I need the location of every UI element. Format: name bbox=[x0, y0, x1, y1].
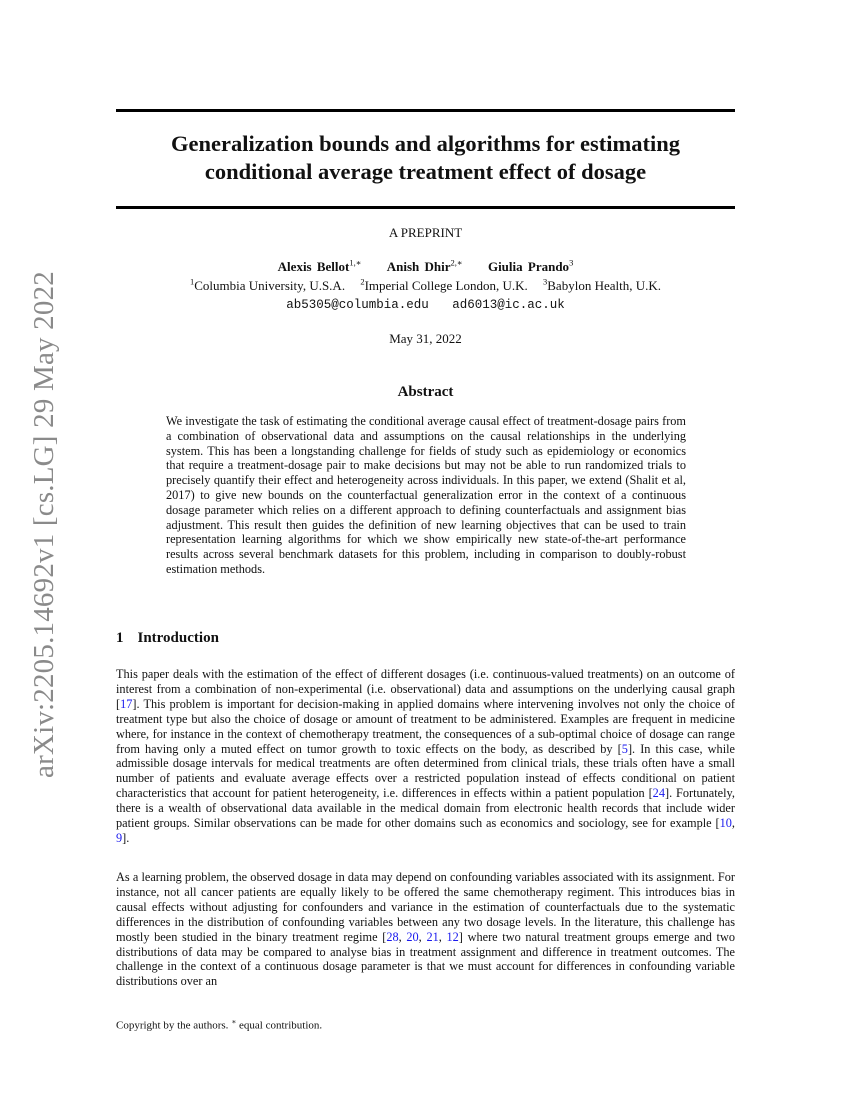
paragraph-text: , bbox=[438, 929, 447, 944]
paragraph-text: . Fortunately, there is a wealth of observational data available in the medical domain from electronic health records that include wider patient groups. Similar observations can be made for other domains such as economics and sociology, see for example bbox=[116, 786, 735, 831]
affiliation: $^3$Babylon Health, U.K. bbox=[543, 277, 661, 294]
citation-link[interactable]: 12 bbox=[446, 929, 459, 944]
preprint-label: A PREPRINT bbox=[388, 225, 463, 240]
affiliation-list bbox=[116, 277, 735, 294]
email-link[interactable]: ab5305@columbia.edu bbox=[286, 298, 429, 312]
affiliation: $^1$Columbia University, U.S.A. bbox=[190, 277, 346, 294]
paragraph-text: . This problem is important for decision-making in applied domains where intervening involves not only the choice of treatment type but also the choice of dosage or amount of treatment to be administered. Examples are frequent in medicine where, for instance in the context of chemotherapy treatment, the consequences of a sub-optimal choice of dosage can range from having only a muted effect on tumor growth to toxic effects on the body, as described by bbox=[116, 696, 735, 756]
footnote: Copyright by the authors. ∗ equal contribution. bbox=[116, 1017, 323, 1032]
author: Alexis Bellot$^{1,∗}$ bbox=[277, 258, 362, 275]
paragraph-text: where two natural treatment groups emerge and two distributions of data may be compared to analyse bias in treatment assignment and difference in treatment outcomes. The challenge in the context of a continuous dosage parameter is that we must account for differences in confounding variable distributions over an bbox=[116, 929, 736, 989]
paper-date: May 31, 2022 bbox=[389, 331, 462, 346]
section-title: Introduction bbox=[137, 630, 219, 646]
intro-paragraph-1: This paper deals with the estimation of the effect of different dosages (i.e. continuous-valued treatments) on an outcome of interest from a combination of non-experimental (i.e. observational) data and assumptions on the underlying causal graph [17]. This problem is important for decision-making in applied domains where intervening involves not only the choice of treatment type but also the choice of dosage or amount of treatment to be administered. Examples are frequent in medicine where, for instance in the context of chemotherapy treatment, the consequences of a sub-optimal choice of dosage can range from having only a muted effect on tumor growth to toxic effects on the body, as described by [5]. In this case, while admissible dosage intervals for medical treatments are often determined from clinical trials, these trials often have a small number of patients and evaluate average effects over a restricted population instead of effects conditional on patient characteristics that account for patient heterogeneity, i.e. differences in effects within a patient population [24]. Fortunately, there is a wealth of observational data available in the medical domain from electronic health records that include wider patient groups. Similar observations can be made for other domains such as economics and sociology, see for example [10, 9]. bbox=[116, 667, 736, 845]
section-number: 1 bbox=[116, 630, 124, 646]
author: Giulia Prando$^3$ bbox=[487, 258, 574, 275]
citation-link[interactable]: 24 bbox=[652, 786, 665, 801]
title-bottom-rule bbox=[116, 206, 735, 209]
citation-link[interactable]: 21 bbox=[426, 929, 439, 944]
author-list bbox=[116, 258, 735, 275]
paper-title: Generalization bounds and algorithms for estimating conditional average treatment effect of dosage bbox=[171, 131, 680, 184]
citation-link[interactable]: 5 bbox=[621, 741, 628, 756]
affiliation: $^2$Imperial College London, U.K. bbox=[360, 277, 528, 294]
abstract-heading: Abstract bbox=[397, 384, 454, 400]
citation-link[interactable]: 9 bbox=[116, 830, 123, 845]
paragraph-text: , bbox=[418, 929, 427, 944]
title-top-rule bbox=[116, 109, 735, 112]
citation-link[interactable]: 10 bbox=[719, 816, 732, 831]
paragraph-text: . In this case, while admissible dosage intervals for medical treatments are often determined from clinical trials, these trials often have a small number of patients and evaluate average effects over a restricted population instead of effects conditional on patient characteristics that account for patient heterogeneity, i.e. differences in effects within a patient population bbox=[116, 741, 736, 801]
abstract-text: We investigate the task of estimating the conditional average causal effect of treatment-dosage pairs from a combination of observational data and assumptions on the causal relationships in the underlying system. This has been a longstanding challenge for fields of study such as epidemiology or economics that require a treatment-dosage pair to make decisions but may not be able to run randomized trials to precisely quantify their effect and heterogeneity across individuals. In this paper, we extend (Shalit et al, 2017) to give new bounds on the counterfactual generalization error in the context of a continuous dosage parameter which relies on a different approach to defining counterfactuals and assignment bias adjustment. This result then guides the definition of new learning objectives that can be used to train representation learning algorithms for which we show empirically new state-of-the-art performance results across several benchmark datasets for this problem, including in comparison to doubly-robust estimation methods. bbox=[166, 414, 686, 576]
paragraph-text: , bbox=[731, 816, 735, 831]
email-link[interactable]: ad6013@ic.ac.uk bbox=[452, 298, 565, 312]
citation-link[interactable]: 20 bbox=[406, 929, 419, 944]
author: Anish Dhir$^{2,∗}$ bbox=[386, 258, 463, 275]
citation-link[interactable]: 28 bbox=[386, 929, 399, 944]
email-list bbox=[116, 298, 735, 312]
section-heading bbox=[116, 630, 219, 647]
paragraph-text: This paper deals with the estimation of the effect of different dosages (i.e. continuous-valued treatments) on an outcome of interest from a combination of non-experimental (i.e. observational) data and assumptions on the underlying causal graph bbox=[116, 667, 735, 696]
paragraph-text: As a learning problem, the observed dosage in data may depend on confounding variables associated with its assignment. For instance, not all cancer patients are equally likely to be offered the same chemotherapy regiment. This introduces bias in causal effects without adjusting for confounders and variance in the estimation of counterfactuals due to the systematic differences in the distribution of confounding variables between any two dosage levels. In the literature, this challenge has mostly been studied in the binary treatment regime bbox=[116, 870, 735, 944]
citation-link[interactable]: 17 bbox=[120, 696, 133, 711]
intro-paragraph-2: As a learning problem, the observed dosage in data may depend on confounding variables associated with its assignment. For instance, not all cancer patients are equally likely to be offered the same chemotherapy regiment. This introduces bias in causal effects without adjusting for confounders and variance in the estimation of counterfactuals due to the systematic differences in the distribution of confounding variables between any two dosage levels. In the literature, this challenge has mostly been studied in the binary treatment regime [28, 20, 21, 12] where two natural treatment groups emerge and two distributions of data may be compared to analyse bias in treatment assignment and difference in treatment outcomes. The challenge in the context of a continuous dosage parameter is that we must account for differences in confounding variable distributions over an bbox=[116, 870, 736, 989]
paragraph-text: . bbox=[126, 830, 130, 845]
paragraph-text: , bbox=[398, 929, 407, 944]
arxiv-id: arXiv:2205.14692v1 [cs.LG] 29 May 2022 bbox=[28, 271, 60, 778]
